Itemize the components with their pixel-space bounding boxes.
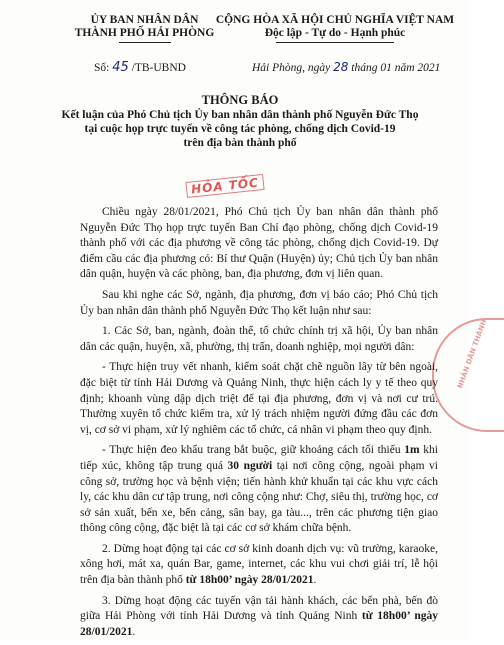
paragraph-masks: - Thực hiện đeo khẩu trang bắt buộc, giữ khoảng cách tối thiểu 1m khi tiếp xúc, không tập trung quá 30 người tại nơi công cộng, ngoài phạm vi công sở, trường học và bệnh viện; tiến hành khử khuẩn tại các khu vực cách ly, các khu dân cư tập trung, nơi công cộng như: Chợ, siêu thị, trường học, cơ sở sản xuất, bến xe, bến cảng, sân bay, ga tàu..., trên các phương tiện giao thông công cộng, đặc biệt là tại các cơ sở khám chữa bệnh. (80, 444, 438, 535)
paragraph-intro: Chiều ngày 28/01/2021, Phó Chủ tịch Ủy ban nhân dân thành phố Nguyễn Đức Thọ họp trực tuyến Ban Chỉ đạo phòng, chống dịch Covid-19 thành phố với các địa phương về công tác phòng, chống dịch Covid-19. Dự điểm cầu các địa phương có: Bí thư Quận (Huyện) ủy; Chủ tịch Ủy ban nhân dân quận, huyện và các phòng, ban, địa phương, đơn vị liên quan. (80, 206, 438, 281)
org-underline (119, 42, 171, 43)
subject-line-1: Kết luận của Phó Chủ tịch Ủy ban nhân dân thành phố Nguyễn Đức Thọ (61, 109, 419, 121)
national-motto (215, 14, 455, 43)
document-body (80, 205, 438, 645)
urgent-stamp: HỎA TỐC (185, 174, 264, 198)
paragraph-item-2: 2. Dừng hoạt động tại các cơ sở kinh doanh dịch vụ: vũ trường, karaoke, xông hơi, mát xa, quán Bar, game, internet, các khu vui chơi giải trí, lễ hội trên địa bàn thành phố từ 18h00’ ngày 28/01/2021. (80, 542, 438, 587)
nation-line-2: Độc lập - Tự do - Hạnh phúc (264, 27, 406, 39)
paragraph-tracing: - Thực hiện truy vết nhanh, kiểm soát chặt chẽ nguồn lây từ bên ngoài, đặc biệt từ tỉnh Hải Dương và Quảng Ninh, thực hiện cách ly y tế theo quy định; khoanh vùng dập dịch triệt để tại địa phương, đơn vị và nơi cư trú. Thường xuyên tổ chức kiểm tra, xử lý trách nhiệm người đứng đầu các đơn vị, cơ sở vi phạm, xử lý nghiêm các tổ chức, cá nhân vi phạm theo quy định. (80, 361, 438, 436)
seal-text: NHÂN DÂN THÀNH (455, 318, 489, 390)
issue-date: Hải Phòng, ngày 28 tháng 01 năm 2021 (252, 60, 441, 74)
org-line-1: ỦY BAN NHÂN DÂN (90, 14, 199, 26)
issuing-authority (62, 14, 227, 43)
org-line-2: THÀNH PHỐ HẢI PHÒNG (74, 27, 215, 39)
paragraph-conclusion-lead: Sau khi nghe các Sở, ngành, địa phương, đơn vị báo cáo; Phó Chủ tịch Ủy ban nhân dân thành phố Nguyễn Đức Thọ kết luận như sau: (80, 288, 438, 317)
subject-line-3: trên địa bàn thành phố (183, 137, 297, 149)
handwritten-day: 28 (333, 60, 349, 74)
document-number: Số: 45 /TB-UBND (94, 60, 186, 75)
document-title (40, 92, 440, 150)
paragraph-item-3: 3. Dừng hoạt động các tuyến vận tải hành khách, các bến phà, bến đò giữa Hải Phòng với tỉnh Hải Dương và tỉnh Quảng Ninh từ 18h00’ ngày 28/01/2021. (80, 594, 438, 638)
paragraph-item-1: 1. Các Sở, ban, ngành, đoàn thể, tổ chức chính trị xã hội, Ủy ban nhân dân các quận, huyện, xã, phường, thị trấn, doanh nghiệp, mọi người dân: (80, 325, 438, 353)
handwritten-number: 45 (112, 60, 129, 75)
doc-type-heading: THÔNG BÁO (201, 93, 279, 107)
red-seal (432, 318, 504, 432)
motto-underline (276, 42, 394, 43)
subject-line-2: tại cuộc họp trực tuyến về công tác phòng, chống dịch Covid-19 (84, 123, 396, 135)
nation-line-1: CỘNG HÒA XÃ HỘI CHỦ NGHĨA VIỆT NAM (215, 14, 455, 26)
